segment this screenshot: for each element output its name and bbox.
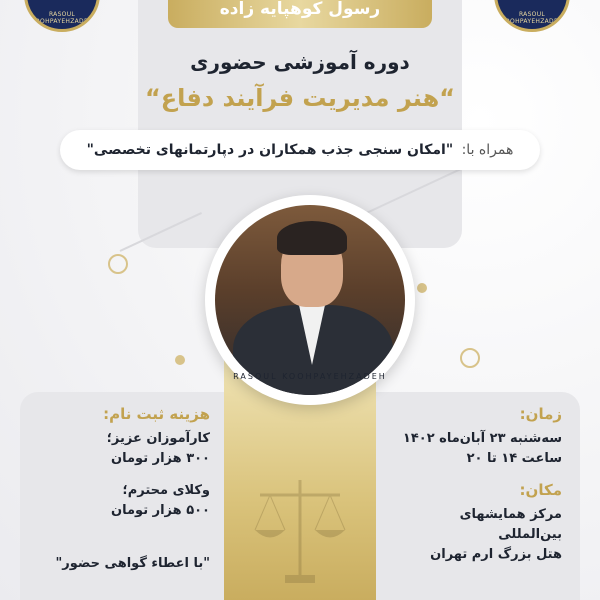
place-line-1: مرکز همایشهای بین‌المللی: [459, 507, 562, 542]
time-label: زمان:: [519, 405, 562, 423]
companion-prefix: همراه با:: [461, 142, 514, 158]
scales-of-justice-icon: [250, 470, 350, 590]
place-line-2: هتل بزرگ ارم تهران: [430, 547, 562, 562]
logo-left: [24, 0, 100, 32]
photo-hair: [277, 221, 347, 255]
lawyers-title: وکلای محترم؛: [122, 483, 210, 498]
companion-banner: [60, 130, 540, 170]
logo-right: [494, 0, 570, 32]
logo-text: RASOUL KOOHPAYEHZADEH: [501, 11, 563, 25]
name-ribbon: رسول کوهپایه زاده: [168, 0, 432, 28]
companion-text: "امکان سنجی جذب همکاران در دپارتمانهای تخصصی": [86, 142, 454, 158]
speaker-photo: [215, 205, 405, 395]
trainees-price: ۳۰۰ هزار تومان: [111, 451, 210, 466]
fees-label: هزینه ثبت نام:: [103, 405, 210, 423]
decorative-dot: [175, 355, 185, 365]
lawyers-price: ۵۰۰ هزار تومان: [111, 503, 210, 518]
event-details: [392, 405, 562, 565]
course-title: “هنر مدیریت فرآیند دفاع“: [144, 84, 456, 112]
photo-caption: RASOUL KOOHPAYEHZADEH: [233, 372, 387, 381]
logo-text: RASOUL KOOHPAYEHZADEH: [31, 11, 93, 25]
decorative-dot: [417, 283, 427, 293]
registration-fees: [40, 405, 210, 521]
place-label: مکان:: [519, 481, 562, 499]
time-line-1: سه‌شنبه ۲۳ آبان‌ماه ۱۴۰۲: [402, 431, 562, 446]
trainees-title: کارآموزان عزیز؛: [106, 431, 210, 446]
certificate-note: "با اعطاء گواهی حضور": [55, 556, 210, 571]
decorative-circle: [108, 254, 128, 274]
time-line-2: ساعت ۱۴ تا ۲۰: [466, 451, 562, 466]
decorative-circle: [460, 348, 480, 368]
course-type: دوره آموزشی حضوری: [190, 50, 410, 74]
